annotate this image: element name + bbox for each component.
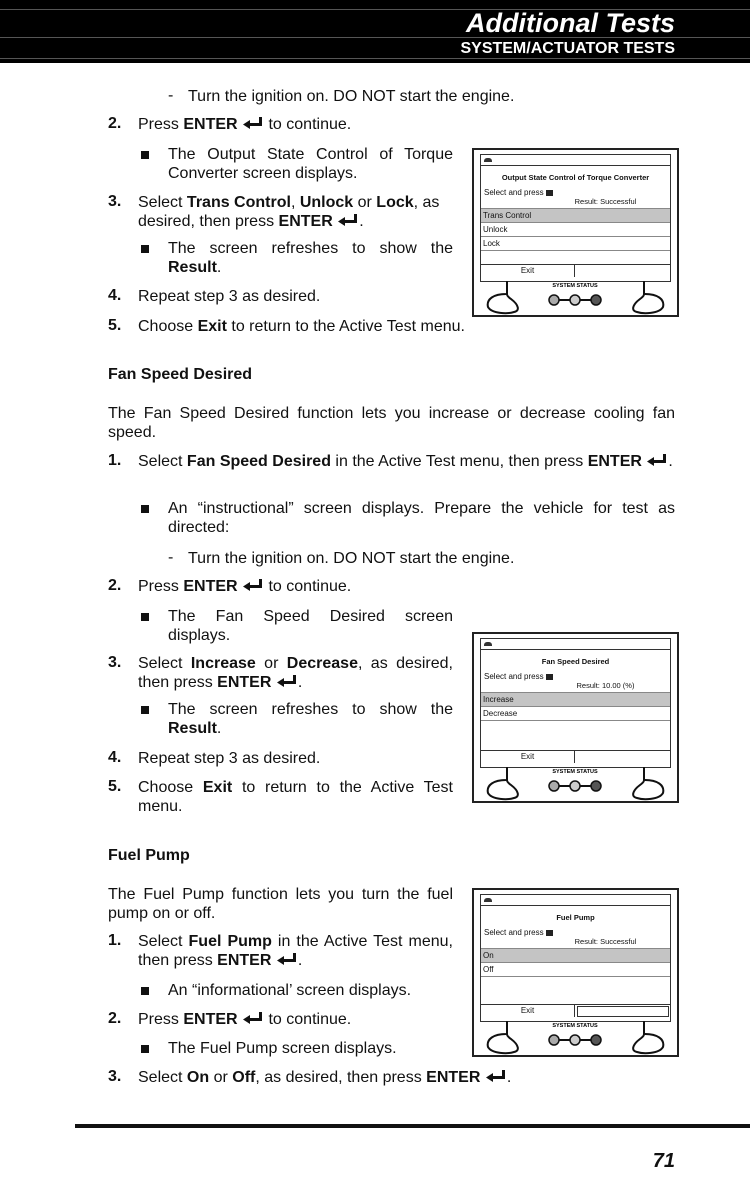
status-led-green [549, 295, 559, 305]
select-prompt [481, 188, 670, 197]
select-label: Select and press [484, 928, 544, 937]
step-text: Repeat step 3 as desired. [138, 750, 321, 767]
step-text-part: or [353, 194, 377, 211]
enter-key-icon [546, 190, 553, 196]
menu-spacer [481, 250, 670, 264]
step-number: 2. [108, 577, 122, 594]
bullet-text: The Output State Control of Torque Converter screen displays. [168, 146, 453, 182]
footer-rule [75, 1124, 750, 1128]
step-text-part: . [297, 952, 303, 969]
result-text: Result: Successful [574, 937, 637, 946]
bullet-text-part: . [216, 720, 222, 737]
step-text-part: or [209, 1069, 233, 1086]
step-text-part: in the Active Test menu, then press [330, 453, 588, 470]
bullet-text-part: . [216, 259, 222, 276]
enter-icon [242, 116, 264, 130]
step-text-bold: Exit [197, 318, 227, 335]
step-number: 2. [108, 115, 122, 132]
option-label: Off [232, 1069, 256, 1086]
enter-icon [242, 1011, 264, 1025]
bullet-icon [141, 706, 149, 714]
instruction-text: Turn the ignition on. DO NOT start the engine. [188, 88, 515, 105]
step-text-part: . [297, 674, 303, 691]
header-rule [0, 58, 750, 59]
option-label: Trans Control [186, 194, 291, 211]
section-heading: Fuel Pump [108, 847, 190, 864]
step-number: 1. [108, 452, 122, 469]
soft-key-bar [481, 264, 670, 277]
dash-marker: - [168, 87, 174, 104]
step-text-part: . [359, 213, 364, 230]
soft-key-bar [481, 1004, 670, 1017]
status-led-yellow [570, 295, 580, 305]
enter-icon [276, 674, 298, 688]
display-topbar [481, 639, 670, 650]
step-number: 4. [108, 287, 122, 304]
step-text-part: . [506, 1069, 512, 1086]
tool-display [480, 154, 671, 282]
step-text-part: Select [138, 655, 191, 672]
enter-key-label: ENTER [278, 213, 333, 230]
bullet-text: The Fan Speed Desired screen displays. [168, 608, 453, 644]
status-led-yellow [570, 1035, 580, 1045]
status-led-red [591, 1035, 601, 1045]
step-text [138, 654, 453, 692]
system-status-panel [474, 1021, 677, 1057]
step-text-part: Select [138, 1069, 187, 1086]
step-text-part: Select [138, 194, 187, 211]
step-text-part: Press [138, 1011, 184, 1028]
menu-item[interactable]: Off [481, 962, 670, 976]
bullet-icon [141, 987, 149, 995]
display-topbar [481, 895, 670, 906]
menu-item-selected[interactable]: On [481, 948, 670, 962]
dash-marker: - [168, 549, 174, 566]
step-text-part: in the Active Test menu, then press [138, 933, 453, 969]
step-text-part: Press [138, 578, 184, 595]
step-text [138, 452, 675, 471]
bullet-text [168, 239, 453, 277]
step-text-part: Choose [138, 779, 203, 796]
step-text [138, 1010, 351, 1029]
select-prompt [481, 928, 670, 937]
scan-tool-screen [472, 148, 679, 317]
step-text-part: Select [138, 453, 187, 470]
option-label: Unlock [299, 194, 354, 211]
option-label: On [186, 1069, 210, 1086]
left-key-icon [488, 767, 518, 799]
status-led-red [591, 781, 601, 791]
select-prompt [481, 672, 670, 681]
menu-item-selected[interactable]: Trans Control [481, 208, 670, 222]
bullet-icon [141, 1045, 149, 1053]
page-number: 71 [652, 1150, 675, 1172]
left-key-icon [488, 1021, 518, 1053]
section-heading: Fan Speed Desired [108, 366, 253, 383]
status-led-yellow [570, 781, 580, 791]
bullet-icon [141, 613, 149, 621]
step-text [138, 932, 453, 970]
screen-title: Fuel Pump [556, 913, 595, 922]
vehicle-icon [484, 898, 492, 902]
step-text [138, 317, 465, 336]
tool-display [480, 894, 671, 1022]
right-key-icon [633, 1021, 663, 1053]
enter-key-label: ENTER [587, 453, 642, 470]
step-text [138, 1068, 511, 1087]
step-text-part: or [255, 655, 287, 672]
enter-key-icon [546, 930, 553, 936]
step-text-part: Select [138, 933, 189, 950]
section-subtitle: SYSTEM/ACTUATOR TESTS [460, 40, 675, 57]
step-text-bold: Exit [202, 779, 233, 796]
option-label: Lock [376, 194, 414, 211]
bullet-icon [141, 151, 149, 159]
enter-key-icon [546, 674, 553, 680]
menu-item[interactable]: Lock [481, 236, 670, 250]
exit-button[interactable]: Exit [481, 1005, 575, 1017]
result-text: Result: Successful [574, 197, 637, 206]
bullet-text: An “informational’ screen displays. [168, 982, 412, 999]
status-led-green [549, 781, 559, 791]
bullet-icon [141, 245, 149, 253]
scan-tool-screen [472, 888, 679, 1057]
enter-icon [242, 578, 264, 592]
step-number: 2. [108, 1010, 122, 1027]
enter-key-label: ENTER [426, 1069, 481, 1086]
bullet-text-part: The screen refreshes to show the [168, 240, 453, 257]
option-label: Increase [190, 655, 256, 672]
display-topbar [481, 155, 670, 166]
step-text-bold: Fuel Pump [188, 933, 272, 950]
bullet-text [168, 700, 453, 738]
vehicle-icon [484, 642, 492, 646]
chapter-title: Additional Tests [465, 8, 675, 38]
exit-button[interactable]: Exit [481, 265, 575, 277]
step-text-part: to continue. [264, 578, 352, 595]
instruction-text: Turn the ignition on. DO NOT start the engine. [188, 550, 515, 567]
menu-spacer [481, 976, 670, 1004]
step-text-part: to continue. [264, 116, 352, 133]
soft-key-bar [481, 750, 670, 763]
select-label: Select and press [484, 672, 544, 681]
screen-title: Output State Control of Torque Converter [501, 173, 650, 182]
left-key-icon [488, 281, 518, 313]
step-text: Repeat step 3 as desired. [138, 288, 321, 305]
step-text-part: to return to the Active Test menu. [138, 779, 454, 815]
system-status-label: SYSTEM STATUS [552, 769, 598, 775]
enter-key-label: ENTER [217, 952, 272, 969]
page-header [0, 0, 750, 63]
bullet-text-bold: Result [168, 720, 217, 737]
step-number: 5. [108, 317, 122, 334]
section-intro: The Fuel Pump function lets you turn the fuel pump on or off. [108, 886, 453, 922]
empty-soft-key [575, 265, 670, 277]
step-text-part: , as desired, then press [255, 1069, 427, 1086]
bullet-icon [141, 505, 149, 513]
step-number: 4. [108, 749, 122, 766]
status-led-red [591, 295, 601, 305]
menu-item[interactable]: Unlock [481, 222, 670, 236]
system-status-label: SYSTEM STATUS [552, 283, 598, 289]
right-key-icon [633, 281, 663, 313]
system-status-panel [474, 281, 677, 317]
bullet-text-part: The screen refreshes to show the [168, 701, 453, 718]
bullet-text: The Fuel Pump screen displays. [168, 1040, 397, 1057]
step-text-part: Press [138, 116, 184, 133]
step-text-part: , as desired, then press [138, 655, 453, 691]
bullet-text: An “instructional” screen displays. Prepare the vehicle for test as directed: [168, 500, 675, 536]
step-text-part: Choose [138, 318, 198, 335]
result-text: Result: 10.00 (%) [576, 681, 635, 690]
enter-icon [337, 213, 359, 227]
bullet-text-bold: Result [168, 259, 217, 276]
step-text [138, 577, 351, 596]
step-text-bold: Fan Speed Desired [186, 453, 331, 470]
enter-icon [276, 952, 298, 966]
system-status-label: SYSTEM STATUS [552, 1023, 598, 1029]
screen-title: Fan Speed Desired [541, 657, 610, 666]
option-label: Decrease [286, 655, 358, 672]
empty-soft-key [575, 751, 670, 763]
step-text-part: , as desired, then press [138, 194, 440, 230]
menu-item[interactable]: Decrease [481, 706, 670, 720]
step-text-part: to return to the Active Test menu. [226, 318, 465, 335]
step-number: 1. [108, 932, 122, 949]
enter-icon [646, 453, 668, 467]
step-text-part: . [668, 453, 673, 470]
menu-spacer [481, 720, 670, 750]
tool-display [480, 638, 671, 768]
enter-icon [485, 1069, 507, 1083]
select-label: Select and press [484, 188, 544, 197]
step-number: 5. [108, 778, 122, 795]
step-text [138, 115, 351, 134]
exit-button[interactable]: Exit [481, 751, 575, 763]
step-text [138, 193, 456, 231]
vehicle-icon [484, 158, 492, 162]
enter-key-label: ENTER [183, 116, 238, 133]
step-number: 3. [108, 193, 122, 210]
enter-key-label: ENTER [183, 578, 238, 595]
menu-item-selected[interactable]: Increase [481, 692, 670, 706]
step-number: 3. [108, 1068, 122, 1085]
status-led-green [549, 1035, 559, 1045]
step-number: 3. [108, 654, 122, 671]
scan-tool-screen [472, 632, 679, 803]
step-text-part: , [290, 194, 300, 211]
empty-soft-key[interactable] [577, 1006, 669, 1017]
system-status-panel [474, 767, 677, 803]
enter-key-label: ENTER [183, 1011, 238, 1028]
step-text [138, 778, 453, 816]
section-intro: The Fan Speed Desired function lets you increase or decrease cooling fan speed. [108, 405, 675, 441]
enter-key-label: ENTER [217, 674, 272, 691]
right-key-icon [633, 767, 663, 799]
step-text-part: to continue. [264, 1011, 352, 1028]
